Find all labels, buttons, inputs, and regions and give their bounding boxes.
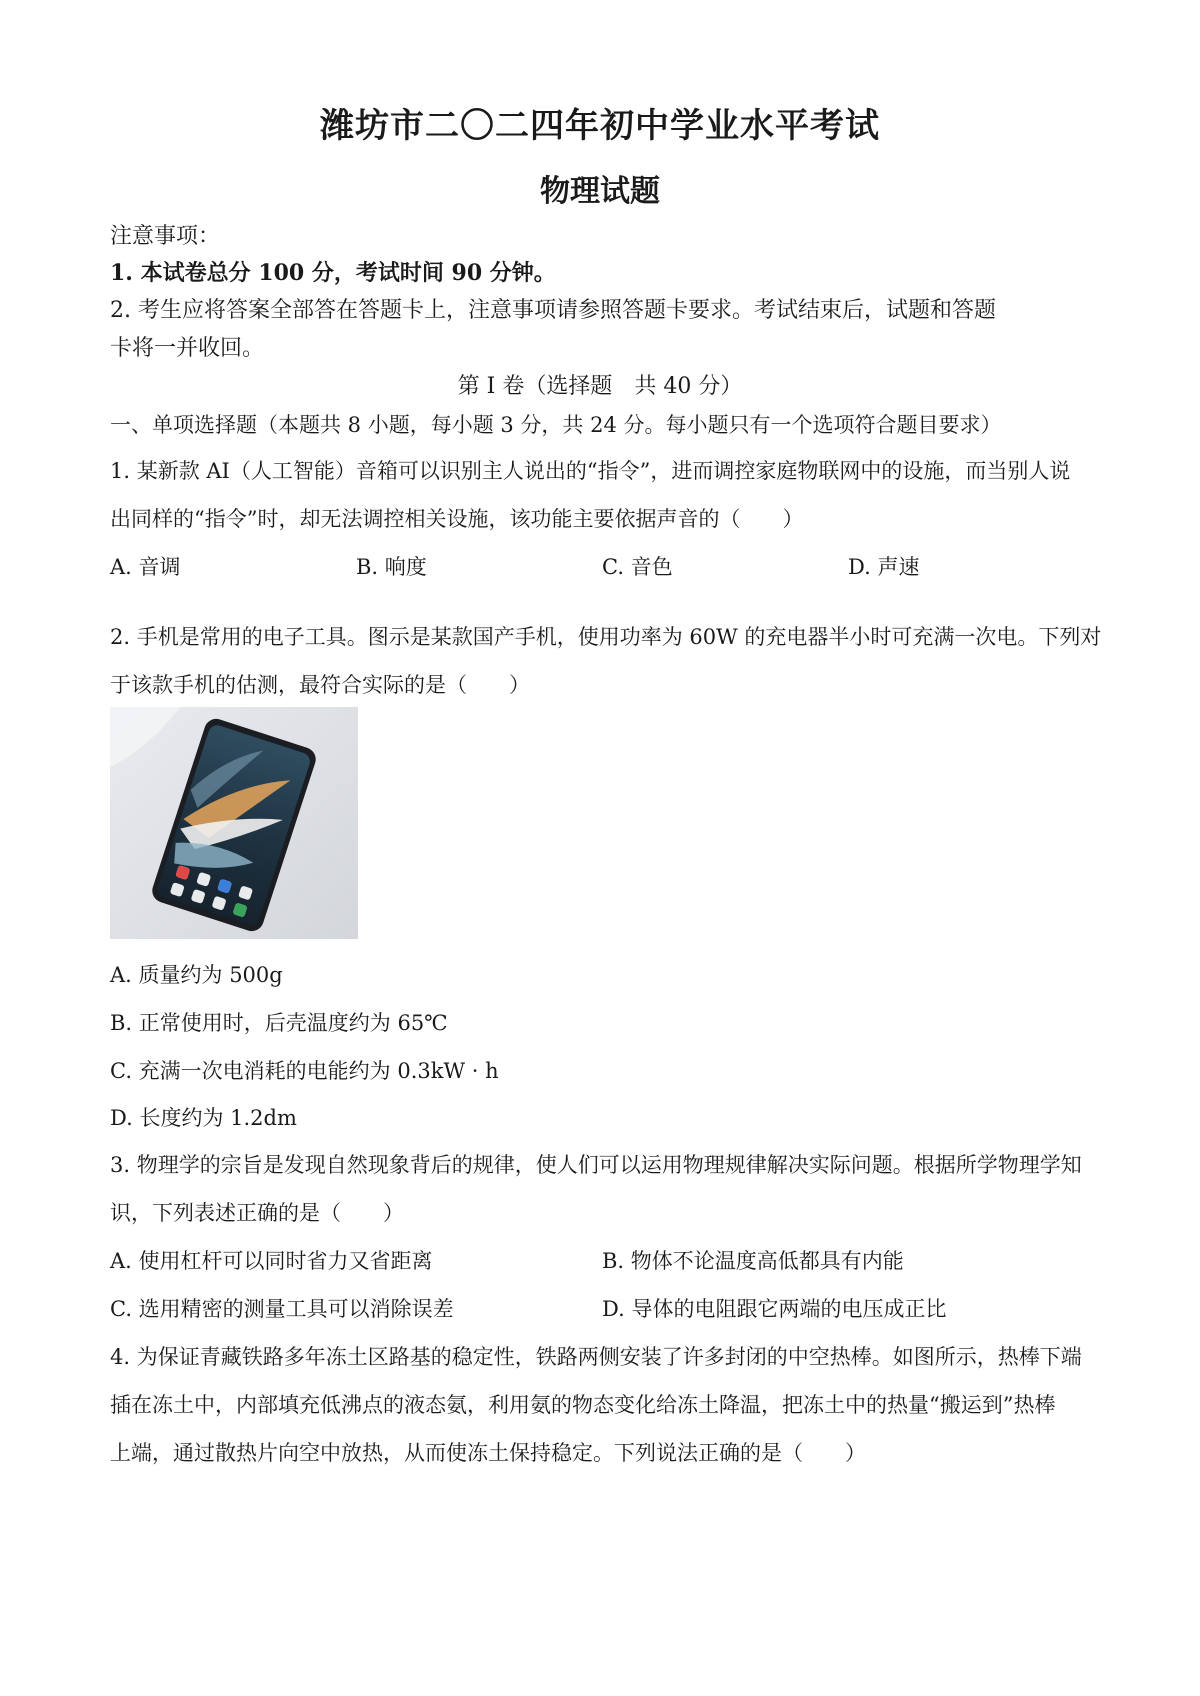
question-1-line-1: 1. 某新款 AI（人工智能）音箱可以识别主人说出的“指令”，进而调控家庭物联网中的设施，而当别人说 bbox=[110, 459, 1071, 483]
question-3-option-d: D. 导体的电阻跟它两端的电压成正比 bbox=[602, 1297, 947, 1321]
question-3-option-a: A. 使用杠杆可以同时省力又省距离 bbox=[110, 1249, 433, 1273]
notice-item-2-line-1: 2. 考生应将答案全部答在答题卡上，注意事项请参照答题卡要求。考试结束后，试题和答题 bbox=[110, 298, 996, 323]
question-3-line-2: 识，下列表述正确的是（ ） bbox=[110, 1201, 404, 1225]
notice-item-2-line-2: 卡将一并收回。 bbox=[110, 336, 265, 361]
notice-item-1: 1. 本试卷总分 100 分，考试时间 90 分钟。 bbox=[110, 260, 556, 286]
question-3-option-c: C. 选用精密的测量工具可以消除误差 bbox=[110, 1297, 454, 1321]
notice-heading: 注意事项： bbox=[110, 224, 221, 249]
phone-photo bbox=[110, 707, 358, 939]
exam-title: 潍坊市二〇二四年初中学业水平考试 bbox=[320, 106, 880, 146]
question-2-option-c: C. 充满一次电消耗的电能约为 0.3kW · h bbox=[110, 1059, 499, 1083]
exam-subtitle: 物理试题 bbox=[540, 174, 660, 209]
question-1-option-c: C. 音色 bbox=[602, 555, 673, 579]
question-2-option-b: B. 正常使用时，后壳温度约为 65℃ bbox=[110, 1011, 448, 1035]
question-1-option-d: D. 声速 bbox=[848, 555, 920, 579]
question-1-line-2: 出同样的“指令”时，却无法调控相关设施，该功能主要依据声音的（ ） bbox=[110, 507, 804, 531]
question-1-option-a: A. 音调 bbox=[110, 555, 181, 579]
question-2-line-1: 2. 手机是常用的电子工具。图示是某款国产手机，使用功率为 60W 的充电器半小时可充满一次电。下列对 bbox=[110, 625, 1102, 649]
question-4-line-3: 上端，通过散热片向空中放热，从而使冻土保持稳定。下列说法正确的是（ ） bbox=[110, 1441, 866, 1465]
question-2-line-2: 于该款手机的估测，最符合实际的是（ ） bbox=[110, 673, 530, 697]
question-2-option-d: D. 长度约为 1.2dm bbox=[110, 1106, 297, 1130]
question-4-line-2: 插在冻土中，内部填充低沸点的液态氨，利用氨的物态变化给冻土降温，把冻土中的热量“搬运到”热棒 bbox=[110, 1393, 1056, 1417]
question-4-line-1: 4. 为保证青藏铁路多年冻土区路基的稳定性，铁路两侧安装了许多封闭的中空热棒。如图所示，热棒下端 bbox=[110, 1345, 1082, 1369]
question-3-line-1: 3. 物理学的宗旨是发现自然现象背后的规律，使人们可以运用物理规律解决实际问题。根据所学物理学知 bbox=[110, 1153, 1082, 1177]
question-3-option-b: B. 物体不论温度高低都具有内能 bbox=[602, 1249, 904, 1273]
part-heading: 一、单项选择题（本题共 8 小题，每小题 3 分，共 24 分。每小题只有一个选项符合题目要求） bbox=[110, 413, 1002, 437]
question-1-option-b: B. 响度 bbox=[356, 555, 427, 579]
section-title: 第 I 卷（选择题 共 40 分） bbox=[457, 374, 743, 399]
question-2-option-a: A. 质量约为 500g bbox=[110, 963, 283, 987]
